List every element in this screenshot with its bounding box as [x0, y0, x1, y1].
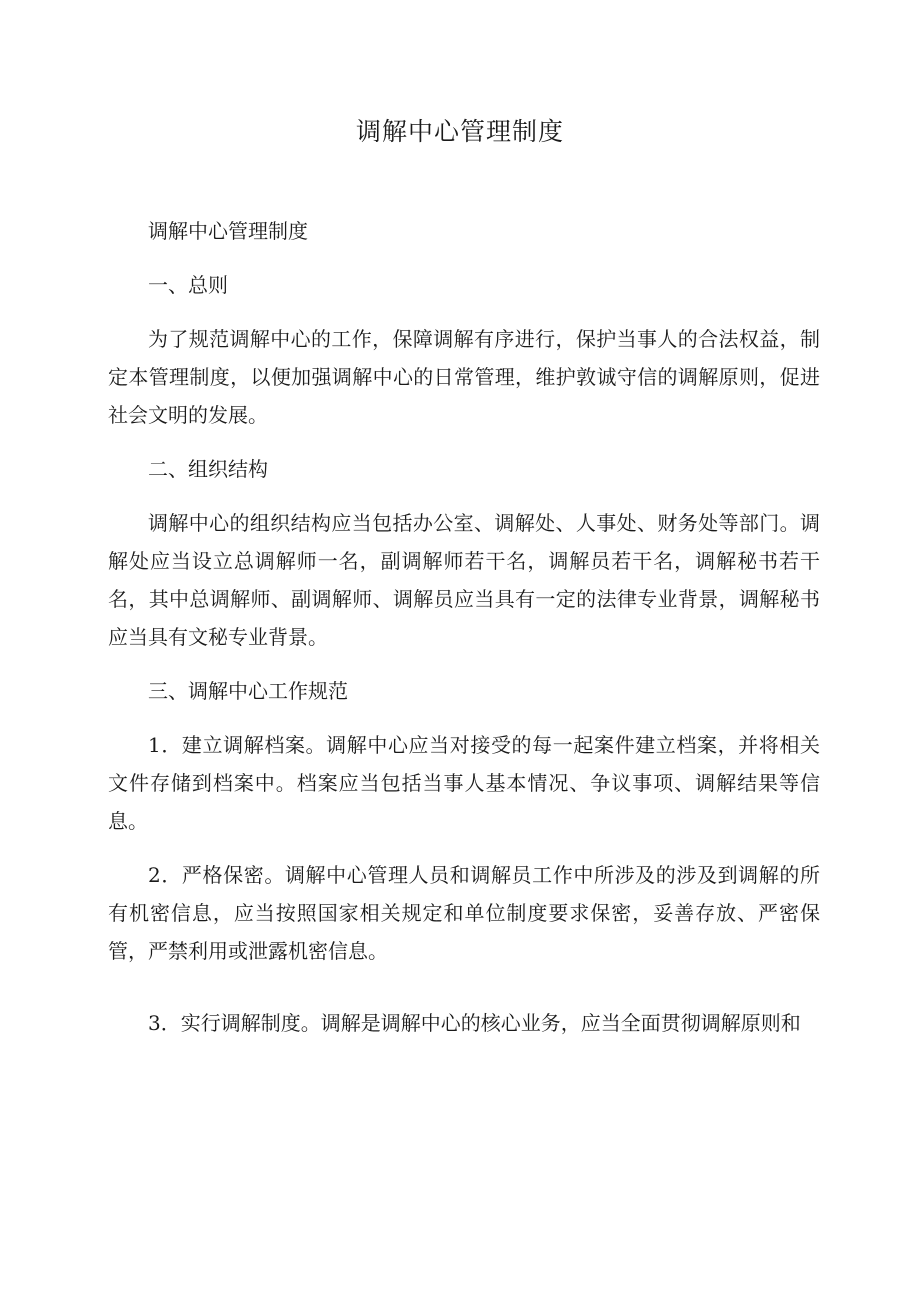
section-heading-general: 一、总则	[148, 273, 228, 297]
paragraph-rule-2: 2．严格保密。调解中心管理人员和调解员工作中所涉及的涉及到调解的所有机密信息，应当按照国家相关规定和单位制度要求保密，妥善存放、严密保管，严禁利用或泄露机密信息。	[108, 863, 820, 963]
paragraph-rule-1: 1．建立调解档案。调解中心应当对接受的每一起案件建立档案，并将相关文件存储到档案中。档案应当包括当事人基本情况、争议事项、调解结果等信息。	[108, 733, 820, 833]
paragraph-subtitle: 调解中心管理制度	[148, 219, 308, 243]
paragraph-general: 为了规范调解中心的工作，保障调解有序进行，保护当事人的合法权益，制定本管理制度，以便加强调解中心的日常管理，维护敦诚守信的调解原则，促进社会文明的发展。	[108, 327, 820, 427]
section-heading-organization: 二、组织结构	[148, 457, 268, 481]
document-body	[108, 212, 820, 1042]
document-title: 调解中心管理制度	[355, 117, 564, 146]
paragraph-rule-3: 3．实行调解制度。调解是调解中心的核心业务，应当全面贯彻调解原则和	[148, 1011, 801, 1035]
section-heading-work-rules: 三、调解中心工作规范	[148, 679, 348, 703]
paragraph-organization: 调解中心的组织结构应当包括办公室、调解处、人事处、财务处等部门。调解处应当设立总调解师一名，副调解师若干名，调解员若干名，调解秘书若干名，其中总调解师、副调解师、调解员应当具有一定的法律专业背景，调解秘书应当具有文秘专业背景。	[108, 511, 820, 649]
